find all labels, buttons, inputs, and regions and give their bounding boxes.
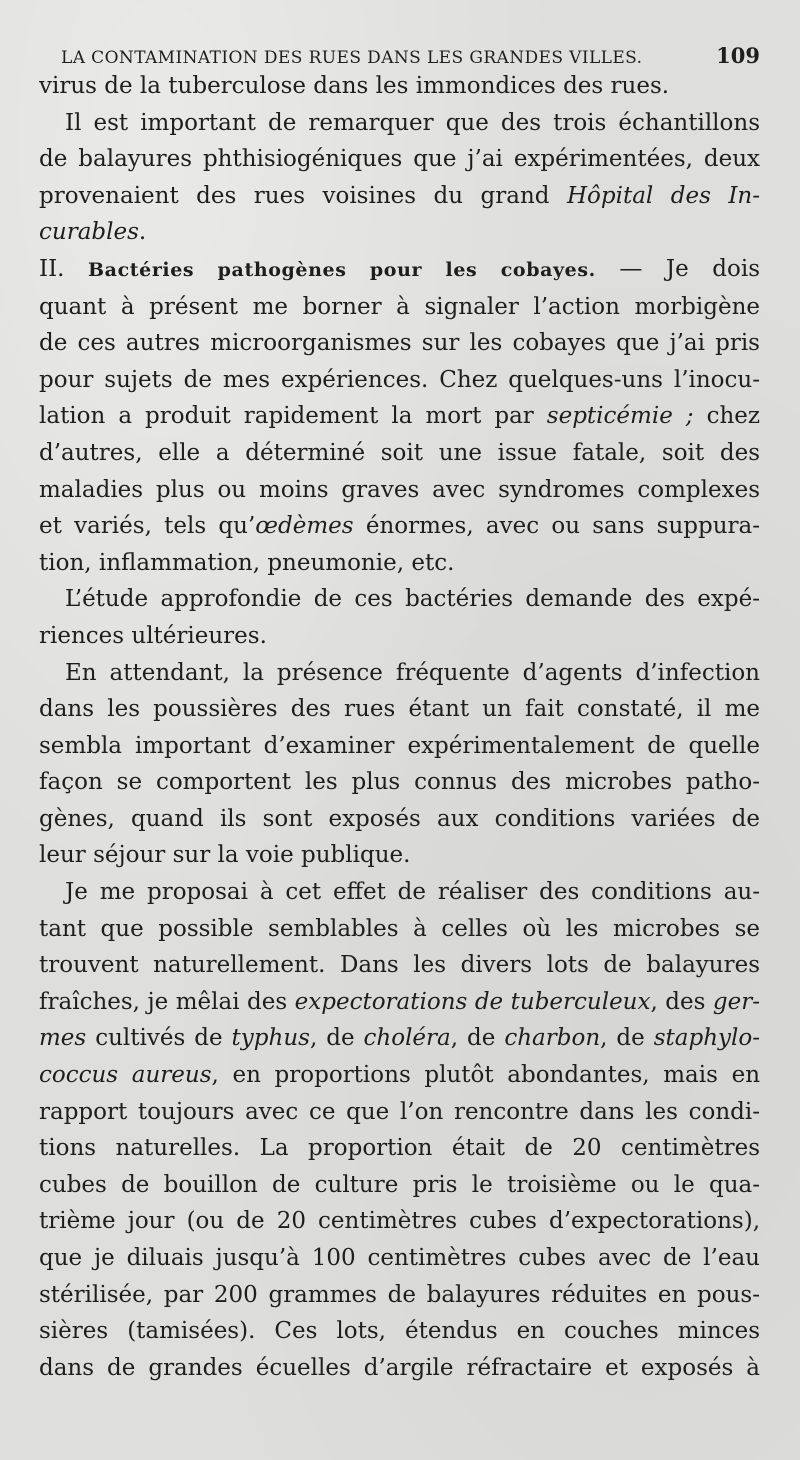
text-run: quant à présent me borner à signaler l’action morbigène [39, 293, 760, 320]
text-line [39, 1203, 760, 1240]
text-run: cubes de bouillon de culture pris le troisième ou le qua- [39, 1171, 760, 1198]
text-line [39, 508, 760, 545]
text-run: chez [693, 403, 760, 430]
italic-text: mes [39, 1025, 87, 1052]
text-line [39, 691, 760, 728]
text-run: II. [39, 255, 89, 282]
text-run: Il est important de remarquer que des trois échantillons [65, 109, 760, 136]
italic-text: coccus aureus [39, 1062, 212, 1089]
text-line [39, 911, 760, 948]
text-line [39, 984, 760, 1021]
text-run: L’étude approfondie de ces bactéries demande des expé- [65, 586, 760, 613]
italic-text: Hôpital des In- [566, 182, 760, 209]
text-run: dans de grandes écuelles d’argile réfractaire et exposés à [39, 1354, 760, 1381]
text-run: , de [309, 1025, 364, 1052]
text-run: trouvent naturellement. Dans les divers lots de balayures [39, 952, 760, 979]
italic-text: ger- [712, 988, 760, 1015]
text-run: dans les poussières des rues étant un fait constaté, il me [39, 696, 760, 723]
text-run: maladies plus ou moins graves avec syndromes complexes [39, 476, 760, 503]
text-run: que je diluais jusqu’à 100 centimètres cubes avec de l’eau [39, 1245, 760, 1271]
text-run: virus de la tuberculose dans les immondices des rues. [39, 73, 670, 99]
text-run: tions naturelles. La proportion était de 20 centimètres [39, 1135, 760, 1162]
text-run: cultivés de [86, 1025, 232, 1052]
page-number: 109 [716, 43, 760, 68]
text-line [39, 1130, 760, 1167]
text-run: pour sujets de mes expériences. Chez quelques-uns l’inocu- [39, 366, 760, 393]
text-line [39, 435, 760, 472]
text-line [39, 1240, 760, 1277]
text-run: tion, inflammation, pneumonie, etc. [39, 549, 455, 576]
text-run: gènes, quand ils sont exposés aux conditions variées de [39, 805, 760, 832]
text-run: . [138, 219, 147, 246]
text-line [39, 398, 760, 435]
text-line [39, 1277, 760, 1314]
running-title: LA CONTAMINATION DES RUES DANS LES GRANDES VILLES. [61, 48, 643, 68]
text-line [39, 947, 760, 984]
text-line [39, 1094, 760, 1131]
text-line [39, 618, 760, 655]
text-run: , de [600, 1025, 654, 1052]
text-run: de ces autres microorganismes sur les cobayes que j’ai pris [39, 330, 760, 357]
text-line [39, 837, 760, 874]
text-run: sembla important d’examiner expérimentalement de quelle [39, 732, 760, 759]
text-line [39, 1167, 760, 1204]
italic-text: œdèmes [255, 513, 354, 540]
italic-text: typhus [231, 1025, 310, 1052]
text-run: et variés, tels qu’ [39, 513, 256, 540]
text-run: lation a produit rapidement la mort par [39, 403, 547, 430]
text-run: de balayures phthisiogéniques que j’ai expérimentées, deux [39, 146, 760, 173]
page-header [39, 30, 760, 68]
text-run: d’autres, elle a déterminé soit une issue fatale, soit des [39, 439, 760, 466]
text-line [39, 362, 760, 399]
text-line [39, 545, 760, 582]
text-line [39, 214, 760, 251]
text-line [39, 874, 760, 911]
italic-text: charbon [504, 1025, 601, 1052]
text-run: — Je dois [595, 255, 760, 282]
text-run: , des [650, 988, 713, 1015]
text-line [39, 655, 760, 692]
text-line [39, 251, 760, 289]
italic-text: curables [39, 219, 139, 246]
text-run: tant que possible semblables à celles où les microbes se [39, 915, 760, 942]
italic-text: septicémie ; [546, 403, 694, 430]
text-run: trième jour (ou de 20 centimètres cubes d’expectorations), [39, 1208, 760, 1235]
text-line [39, 472, 760, 509]
text-run: Je me proposai à cet effet de réaliser des conditions au- [65, 879, 760, 906]
section-heading: Bactéries pathogènes pour les cobayes. [88, 258, 596, 281]
text-run: provenaient des rues voisines du grand [39, 182, 567, 209]
text-line [39, 1350, 760, 1387]
italic-text: choléra [363, 1025, 451, 1052]
text-run: sières (tamisées). Ces lots, étendus en couches minces [39, 1318, 760, 1345]
text-run: riences ultérieures. [39, 622, 267, 649]
text-run: façon se comportent les plus connus des microbes patho- [39, 769, 760, 796]
text-line [39, 1020, 760, 1057]
text-run: , en proportions plutôt abondantes, mais en [211, 1062, 760, 1089]
text-run: fraîches, je mêlai des [39, 988, 295, 1015]
text-line [39, 68, 760, 105]
text-run: rapport toujours avec ce que l’on rencontre dans les condi- [39, 1098, 760, 1125]
text-line [39, 801, 760, 838]
text-line [39, 1313, 760, 1350]
italic-text: expectorations de tuberculeux [294, 988, 651, 1015]
text-line [39, 764, 760, 801]
text-line [39, 141, 760, 178]
text-line [39, 581, 760, 618]
text-line [39, 728, 760, 765]
text-line [39, 105, 760, 142]
text-run: énormes, avec ou sans suppura- [353, 513, 760, 540]
text-run: En attendant, la présence fréquente d’agents d’infection [65, 659, 760, 686]
text-line [39, 289, 760, 326]
text-line [39, 178, 760, 215]
text-run: , de [450, 1025, 505, 1052]
text-line [39, 1057, 760, 1094]
text-run: stérilisée, par 200 grammes de balayures réduites en pous- [39, 1281, 760, 1308]
body-text [39, 68, 760, 1386]
text-run: leur séjour sur la voie publique. [39, 842, 411, 869]
text-line [39, 325, 760, 362]
italic-text: staphylo- [653, 1025, 760, 1052]
